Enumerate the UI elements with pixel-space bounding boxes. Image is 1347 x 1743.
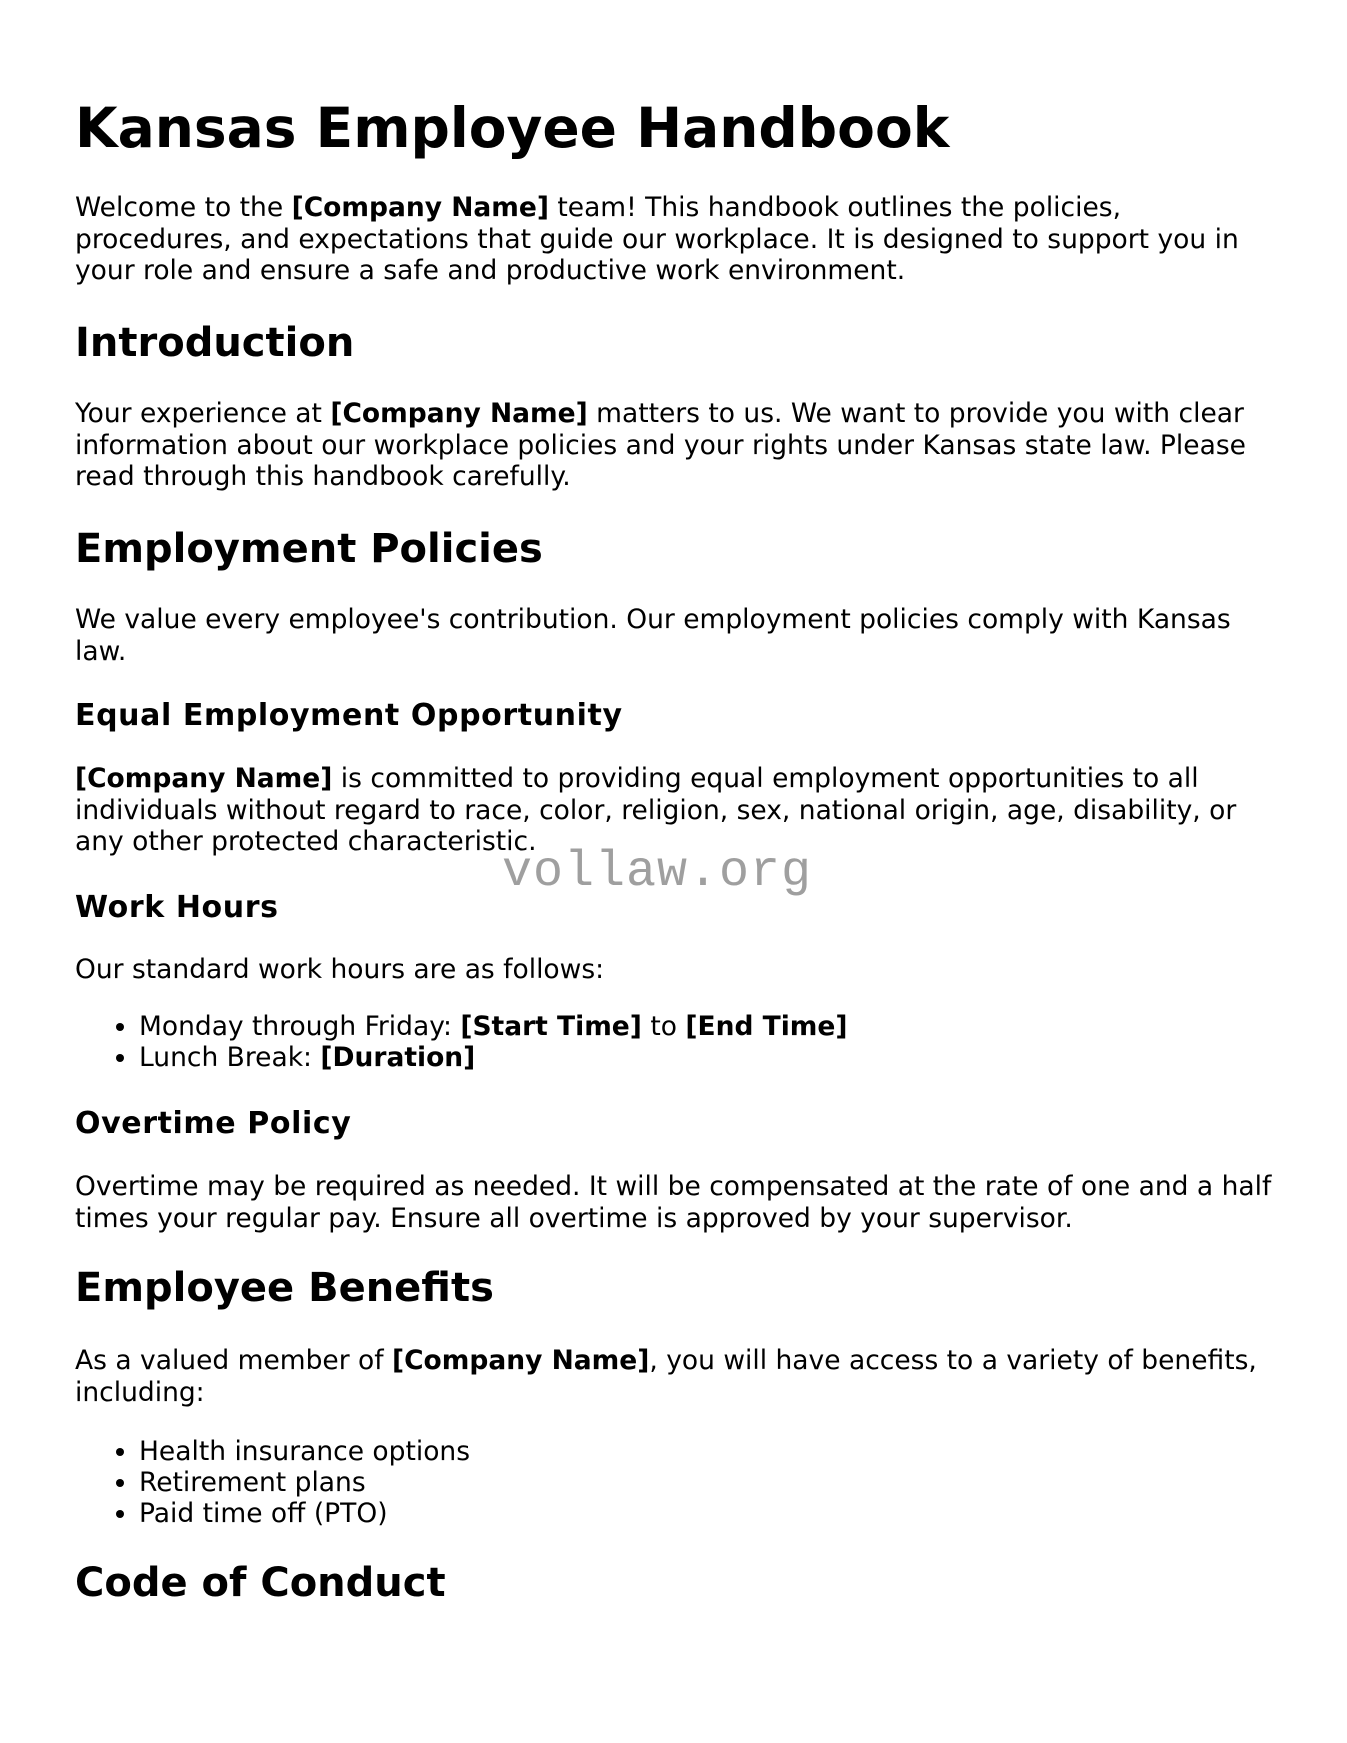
employee-benefits-heading: Employee Benefits	[75, 1265, 494, 1311]
end-time-placeholder: [End Time]	[685, 1011, 848, 1042]
eeo-heading: Equal Employment Opportunity	[75, 698, 623, 733]
benefits-list	[75, 1436, 470, 1529]
overtime-paragraph: Overtime may be required as needed. It will be compensated at the rate of one and a half times your regular pay. Ensure all overtime is approved by your supervisor.	[75, 1171, 1272, 1234]
watermark-text: vollaw.org	[502, 844, 813, 901]
introduction-paragraph	[75, 398, 1275, 493]
list-item: • Paid time off (PTO)	[139, 1498, 470, 1529]
work-hours-heading: Work Hours	[75, 890, 279, 925]
work-hours-intro: Our standard work hours are as follows:	[75, 954, 605, 985]
company-name-placeholder: [Company Name]	[392, 1345, 650, 1376]
work-days-label: Monday through Friday:	[139, 1011, 461, 1042]
list-item	[139, 1011, 848, 1042]
list-item	[139, 1042, 848, 1073]
eeo-text: is committed to providing equal employment opportunities to all individuals without regard to race, color, religion, sex, national origin, age, disability, or any other protected characteristic.	[75, 763, 1237, 857]
employment-policies-paragraph: We value every employee's contribution. Our employment policies comply with Kansas law.	[75, 604, 1231, 667]
introduction-heading: Introduction	[75, 320, 355, 366]
benefits-text-before: As a valued member of	[75, 1345, 392, 1376]
document-title: Kansas Employee Handbook	[75, 96, 950, 160]
benefits-paragraph	[75, 1345, 1275, 1408]
lunch-break-label: Lunch Break:	[139, 1042, 321, 1073]
company-name-placeholder: [Company Name]	[75, 763, 333, 794]
code-of-conduct-heading: Code of Conduct	[75, 1560, 446, 1606]
employment-policies-heading: Employment Policies	[75, 526, 543, 572]
list-item: • Retirement plans	[139, 1467, 470, 1498]
benefits-text-after: , you will have access to a variety of benefits, including:	[75, 1345, 1257, 1408]
welcome-text-after: team! This handbook outlines the policies, procedures, and expectations that guide our workplace. It is designed to support you in your role and ensure a safe and productive work environment.	[75, 192, 1239, 286]
company-name-placeholder: [Company Name]	[330, 398, 588, 429]
work-hours-list	[75, 1011, 848, 1073]
overtime-heading: Overtime Policy	[75, 1106, 352, 1141]
to-text: to	[641, 1011, 686, 1042]
company-name-placeholder: [Company Name]	[291, 192, 549, 223]
introduction-text-before: Your experience at	[75, 398, 331, 429]
introduction-text-after: matters to us. We want to provide you with clear information about our workplace policies and your rights under Kansas state law. Please read through this handbook carefully.	[75, 398, 1246, 492]
welcome-text-before: Welcome to the	[75, 192, 292, 223]
welcome-paragraph	[75, 192, 1275, 287]
list-item: • Health insurance options	[139, 1436, 470, 1467]
start-time-placeholder: [Start Time]	[460, 1011, 642, 1042]
duration-placeholder: [Duration]	[320, 1042, 476, 1073]
